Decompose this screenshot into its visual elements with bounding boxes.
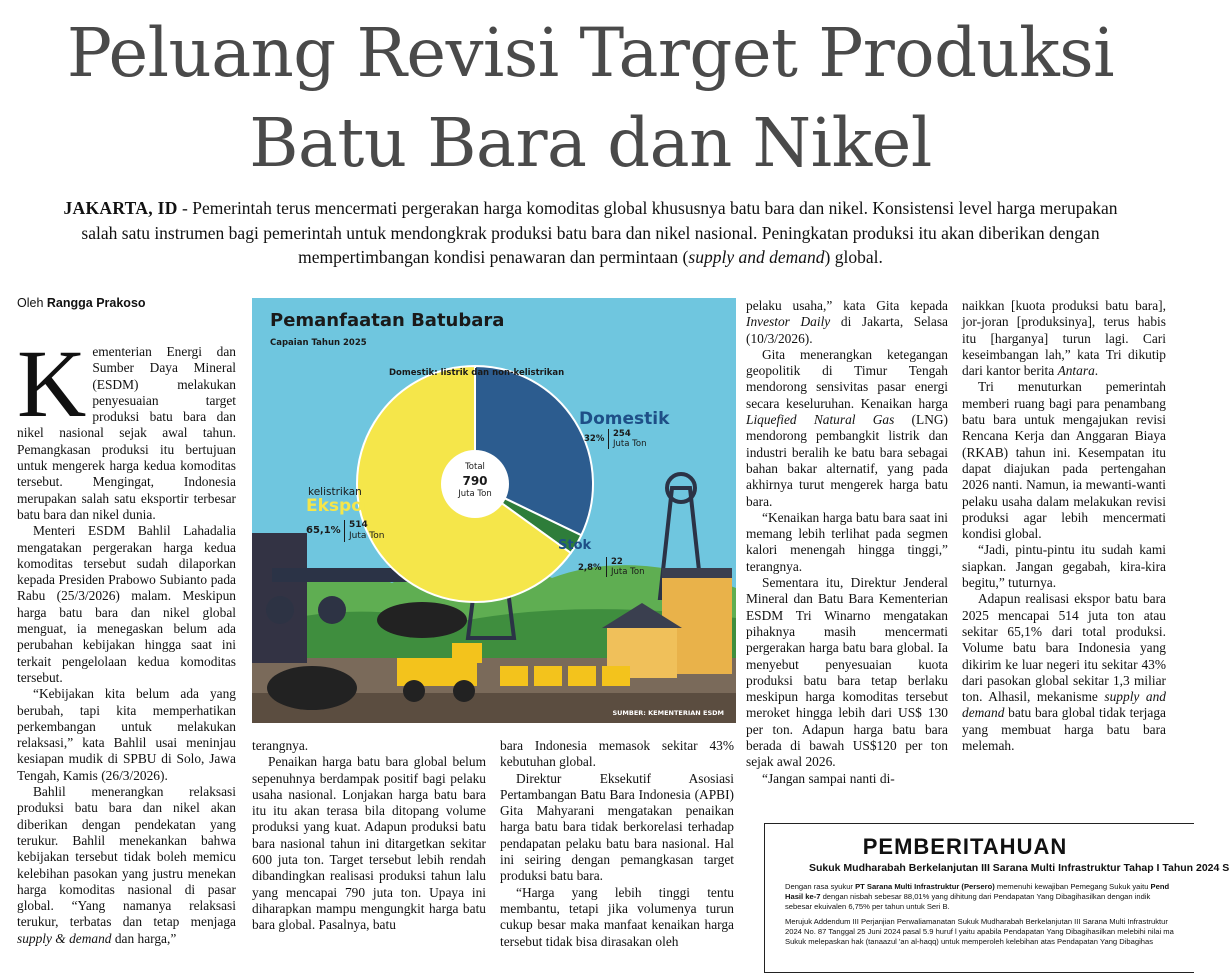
paragraph-text: Adapun realisasi ekspor batu bara 2025 mencapai 514 juta ton atau sekitar 65,1% dari total produksi. Volume batu bara Indonesia yang dikirim ke luar negeri itu sekitar 43% dari pasokan global sekitar 1,3 miliar ton. Alhasil, mekanisme [962,591,1166,705]
dateline: JAKARTA, ID [63,198,178,218]
infographic-subtitle: Capaian Tahun 2025 [270,338,367,348]
announcement-title: PEMBERITAHUAN [862,834,1068,859]
bold-text: Hasil ke-7 [785,892,821,902]
announcement-line [785,882,1205,913]
slice-value-stok [606,557,644,577]
italic-text: Investor Daily [746,314,831,330]
cart-shape [500,666,528,686]
text: Dengan rasa syukur [785,882,856,891]
italic-text: Antara [1057,363,1095,379]
pie-total-unit: Juta Ton [458,489,492,499]
paragraph-text: Gita menerangkan ketegangan geopolitik di Timur Tengah mendorong sensivitas pasar energi secara keseluruhan. Kenaikan harga [746,346,948,411]
article-column-3 [500,738,734,950]
text: dengan nisbah sebesar 88,01% yang dihitung dari Pendapatan Yang Dibagihasilkan dengan indik [820,892,1151,902]
slice-label-domestik: Domestik [579,409,670,429]
byline-author: Rangga Prakoso [46,296,146,310]
wheel-shape [266,596,294,624]
paragraph: “Kebijakan kita belum ada yang berubah, tapi kita memperhatikan perkembangan untuk melakukan relaksasi,” kata Bahlil usai meninjau kesiapan mudik di SPBU di Solo, Jawa Tengah, Kamis (26/3/2026). [17,686,236,783]
lead-line: salah satu instrumen bagi pemerintah untuk mendongkrak produksi batu bara dan nikel nasional. Peningkatan produksi itu akan diberikan dengan [81,222,1100,243]
infographic [252,298,736,723]
slice-percent-stok: 2,8% [578,563,602,573]
paragraph: “Jadi, pintu-pintu itu sudah kami siapkan. Jangan gegabah, kira-kira begitu,” tuturnya. [962,542,1166,591]
bold-text: PT Sarana Multi Infrastruktur (Persero) [855,882,995,891]
pie-total-value: 790 [462,474,488,488]
paragraph: Penaikan harga batu bara global belum sepenuhnya berdampak positif bagi pelaku usaha nasional. Lonjakan harga batu bara itu itu akan terasa bila ditopang volume produksi yang kuat. Adapun produksi batu bara nasional tahun ini ditargetkan sekitar 600 juta ton. Target tersebut lebih rendah dibandingkan realisasi produksi tahun lalu yang mencapai 790 juta ton. Upaya ini diharapkan mampu mengungkit harga batu bara global. Pasalnya, batu [252,754,486,933]
paragraph: terangnya. [252,738,309,753]
paragraph-text: (LNG) mendorong pembangkit listrik dan industri beralih ke batu bara sebagai bahan bakar alternatif, yang pada akhirnya turut mengerek harga batu bara. [746,412,948,509]
lead-paragraph [18,196,1163,270]
paragraph-text: Bahlil menerangkan relaksasi produksi batu bara dan nikel akan diberikan dengan pendekatan yang terukur. Bahlil menekankan bahwa kebijakan tersebut tidak boleh memicu kelebihan pasokan yang justru menekan harga komoditas nasional di pasar global. “Yang namanya relaksasi terukur, terbatas dan tetap menjaga [17,784,236,930]
paragraph-text: . [1094,363,1099,379]
infographic-source: SUMBER: KEMENTERIAN ESDM [612,709,724,717]
article-column-1 [17,330,236,947]
bold-text: Pend [1150,882,1170,891]
dateline-separator: - [177,198,193,218]
slice-value-unit: Juta Ton [613,439,647,449]
article-column-4 [746,298,948,787]
headline-line-2: Batu Bara dan Nikel [249,104,932,182]
slice-value-domestik [608,429,646,449]
paragraph [962,298,1166,379]
text: sebesar ekuivalen 6,75% per tahun untuk Seri B. [785,902,950,912]
italic-text: supply & demand [17,930,112,946]
text: 2024 No. 87 Tanggal 25 Juni 2024 pasal 5.9 huruf l yaitu apabila Pendapatan Yang Dibagihasilkan melebihi nilai ma [785,926,1174,936]
italic-text: Liquefied Natural Gas [746,412,895,428]
paragraph: “Kenaikan harga batu bara saat ini memang lebih terlihat pada segmen kalori menengah hingga tinggi,” terangnya. [746,509,948,574]
paragraph [17,330,236,523]
paragraph: bara Indonesia memasok sekitar 43% kebutuhan global. [500,738,734,770]
paragraph: Direktur Eksekutif Asosiasi Pertambangan Batu Bara Indonesia (APBI) Gita Mahyarani mengatakan penaikan harga batu bara tidak berkorelasi terhadap pendapatan pelaku batu bara nasional. Hal ini seiring dengan pemangkasan target produksi batu bara. [500,770,734,884]
paragraph: “Harga yang lebih tinggi tentu membantu, tetapi jika volumenya turun cukup besar maka manfaat kenaikan harga tersebut tidak bisa dirasakan oleh [500,884,734,949]
coal-pile-shape [377,602,467,638]
announcement-box [764,823,1229,973]
slice-value-unit: Juta Ton [611,567,645,577]
paragraph: Tri menuturkan pemerintah memberi ruang bagi para penambang batu bara untuk mengajukan revisi Rencana Kerja dan Anggaran Biaya (RKAB) tahun ini. Kesempatan itu dapat diajukan pada pertengahan 2026 nanti. Namun, ia mewanti-wanti pelaku usaha dalam melakukan revisi produksi agar lebih mencermati kondisi global. [962,379,1166,542]
text: Sukuk melepaskan hak (tanaazul 'an al-haqq) untuk memperoleh kelebihan atas Pendapatan Yang Dibagihas [785,937,1154,947]
paragraph-text: dan harga,” [111,930,177,946]
paragraph [17,784,236,947]
slice-label-stok: Stok [558,538,592,553]
paragraph: Sementara itu, Direktur Jenderal Mineral dan Batu Bara Kementerian ESDM Tri Winarno mengatakan pihaknya masih mencermati pergerakan harga batu bara global. Ia menyebut penyesuaian kuota produksi batu bara tetap berlaku meskipun harga komoditas tersebut meroket hingga lebih dari US$ 130 per ton. Adapun harga batu bara berada di bawah US$120 per ton sejak awal 2026. [746,575,948,770]
slice-percent-domestik: 32% [584,434,605,444]
lead-line: ) global. [824,247,883,267]
announcement-subtitle: Sukuk Mudharabah Berkelanjutan III Sarana Multi Infrastruktur Tahap I Tahun 2024 S [809,862,1229,874]
slice-value-unit: Juta Ton [349,531,385,541]
text: memenuhi kewajiban Pemegang Sukuk yaitu [994,882,1151,891]
wheel-shape [453,680,475,702]
wheel-shape [403,680,425,702]
paragraph-text: di Jakarta, Selasa (10/3/2026). [746,314,948,346]
slice-percent-ekspor: 65,1% [306,525,341,536]
headline-line-1: Peluang Revisi Target Produksi [66,14,1115,92]
building-roof-shape [662,568,732,578]
announcement-line [785,917,1205,948]
paragraph [746,298,948,347]
wheel-shape [318,596,346,624]
article-column-2 [252,738,486,934]
coal-pile-shape [267,666,357,710]
article-column-5 [962,298,1166,754]
byline-prefix: Oleh [17,296,47,310]
cart-shape [534,666,562,686]
paragraph-text: pelaku usaha,” kata Gita kepada [746,298,948,313]
byline [17,296,146,310]
cart-shape [568,666,596,686]
text: Merujuk Addendum III Perjanjian Perwaliamanatan Sukuk Mudharabah Berkelanjutan III Sarana Multi Infrastruktur [785,916,1168,926]
slice-value-number: 514 [349,520,368,530]
announcement-body [785,882,1205,951]
paragraph: Menteri ESDM Bahlil Lahadalia mengatakan pergerakan harga kedua komoditas tersebut sudah dilaporkan kepada Presiden Prabowo Subianto pada Rabu (25/3/2026) malam. Meskipun harga batu bara dan nikel global menguat, ia menegaskan belum ada perubahan kebijakan hingga saat ini terkait pengelolaan kedua komoditas tersebut. [17,523,236,685]
lead-line: Pemerintah terus mencermati pergerakan harga komoditas global khususnya batu bara dan nikel. Konsistensi level harga merupakan [192,198,1118,218]
italic-text: supply and demand [962,689,1166,721]
lead-line: mempertimbangan kondisi penawaran dan permintaan ( [298,247,689,267]
slice-value-number: 254 [613,429,631,439]
paragraph-text: naikkan [kuota produksi batu bara], jor-joran [produksinya], terus habis itu [harganya] turun lagi. Cari keseimbangan lah,” kata Tri dikutip dari kantor berita [962,298,1166,379]
lead-italic: supply and demand [688,247,825,267]
truck-cab-shape [452,643,482,663]
slice-value-number: 22 [611,557,623,567]
kelistrikan-label: kelistrikan [308,486,362,498]
pie-total-label: Total [465,462,485,472]
cart-shape [602,666,630,686]
infographic-title: Pemanfaatan Batubara [270,310,505,331]
paragraph [962,591,1166,754]
slice-label-ekspor: Ekspor [306,496,372,516]
drop-cap: K [17,330,87,437]
domestic-caption: Domestik: listrik dan non-kelistrikan [389,368,565,378]
paragraph-text: ementerian Energi dan Sumber Daya Mineral (ESDM) melakukan penyesuaian target produksi batu bara dan nikel nasional sejak awal tahun. Pemangkasan produksi itu bertujuan untuk mengerek harga kedua komoditas tersebut. Mengingat, Indonesia merupakan salah satu eksportir terbesar batu bara dan nikel dunia. [17,344,236,522]
paragraph: “Jangan sampai nanti di- [762,770,895,786]
headline [0,8,1181,188]
paragraph-text: batu bara global tidak terjaga yang membuat harga batu bara melemah. [962,705,1166,754]
paragraph [746,347,948,510]
slice-value-ekspor [344,520,384,542]
